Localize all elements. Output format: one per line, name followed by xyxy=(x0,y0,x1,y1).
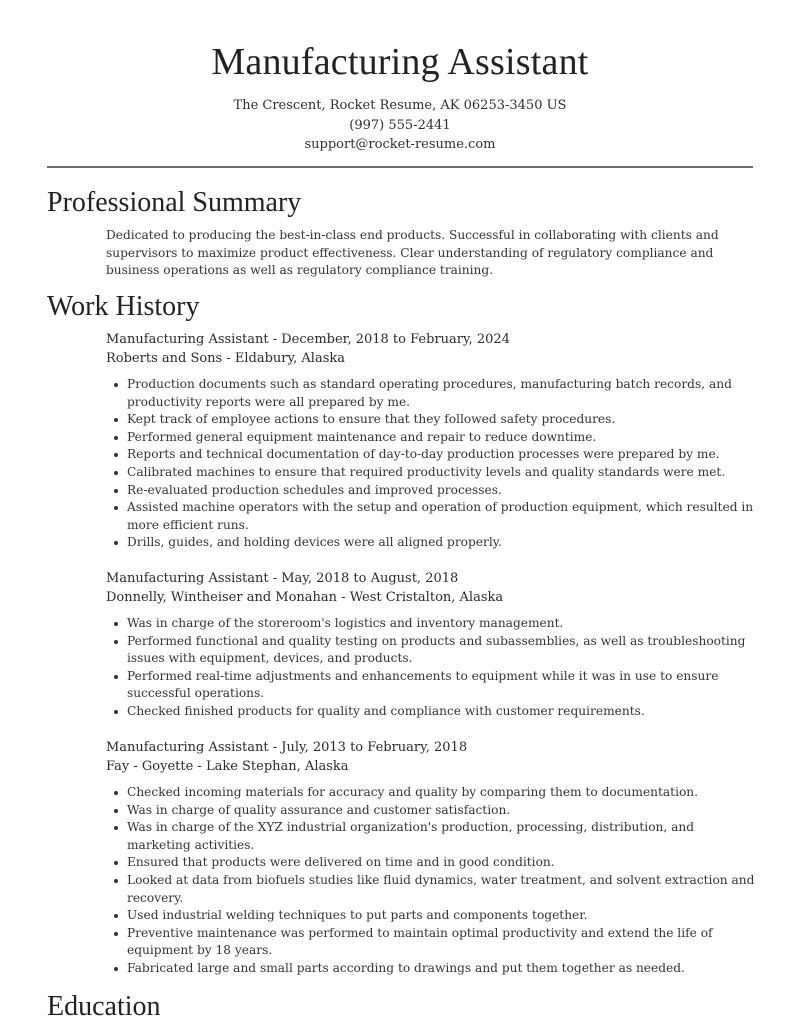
job-bullet: Was in charge of quality assurance and customer satisfaction. xyxy=(106,802,756,820)
job-company: Roberts and Sons - Eldabury, Alaska xyxy=(106,351,345,366)
job-bullets xyxy=(106,615,756,721)
job-bullet: Kept track of employee actions to ensure that they followed safety procedures. xyxy=(106,411,756,429)
job-title: Manufacturing Assistant - May, 2018 to August, 2018 xyxy=(106,571,459,586)
job-bullet: Performed functional and quality testing on products and subassemblies, as well as troubleshooting issues with equipment, devices, and products. xyxy=(106,633,756,668)
contact-phone: (997) 555-2441 xyxy=(349,117,451,133)
job-bullets xyxy=(106,376,756,552)
job-bullet: Re-evaluated production schedules and improved processes. xyxy=(106,482,756,500)
job-entry xyxy=(106,738,756,978)
job-bullet: Production documents such as standard operating procedures, manufacturing batch records, and productivity reports were all prepared by me. xyxy=(106,376,756,411)
job-bullet: Calibrated machines to ensure that required productivity levels and quality standards were met. xyxy=(106,464,756,482)
contact-address: The Crescent, Rocket Resume, AK 06253-3450 US xyxy=(233,98,567,113)
job-title: Manufacturing Assistant - December, 2018 to February, 2024 xyxy=(106,332,510,347)
job-bullet: Performed real-time adjustments and enhancements to equipment while it was in use to ensure successful operations. xyxy=(106,668,756,703)
job-bullet: Drills, guides, and holding devices were all aligned properly. xyxy=(106,534,756,552)
candidate-name: Manufacturing Assistant xyxy=(211,41,589,83)
job-bullet: Reports and technical documentation of day-to-day production processes were prepared by me. xyxy=(106,446,756,464)
job-bullet: Preventive maintenance was performed to maintain optimal productivity and extend the life of equipment by 18 years. xyxy=(106,925,756,960)
job-entry xyxy=(106,569,756,721)
job-entry xyxy=(106,330,756,552)
contact-email: support@rocket-resume.com xyxy=(304,137,496,152)
job-bullets xyxy=(106,784,756,978)
summary-text: Dedicated to producing the best-in-class end products. Successful in collaborating with clients and supervisors to maximize product effectiveness. Clear understanding of regulatory compliance and business operations as well as regulatory compliance training. xyxy=(106,228,719,278)
resume-header xyxy=(0,0,800,155)
section-title-summary: Professional Summary xyxy=(47,187,302,218)
job-bullet: Assisted machine operators with the setup and operation of production equipment, which resulted in more efficient runs. xyxy=(106,499,756,534)
job-bullet: Checked finished products for quality and compliance with customer requirements. xyxy=(106,703,756,721)
job-bullet: Ensured that products were delivered on time and in good condition. xyxy=(106,854,756,872)
job-company: Fay - Goyette - Lake Stephan, Alaska xyxy=(106,759,349,774)
job-title: Manufacturing Assistant - July, 2013 to February, 2018 xyxy=(106,740,468,755)
job-bullet: Performed general equipment maintenance and repair to reduce downtime. xyxy=(106,429,756,447)
job-bullet: Fabricated large and small parts according to drawings and put them together as needed. xyxy=(106,960,756,978)
job-bullet: Used industrial welding techniques to put parts and components together. xyxy=(106,907,756,925)
section-title-education: Education xyxy=(47,991,161,1022)
section-title-work-history: Work History xyxy=(47,291,200,322)
header-divider xyxy=(47,166,753,168)
job-bullet: Looked at data from biofuels studies like fluid dynamics, water treatment, and solvent extraction and recovery. xyxy=(106,872,756,907)
job-bullet: Checked incoming materials for accuracy and quality by comparing them to documentation. xyxy=(106,784,756,802)
job-bullet: Was in charge of the XYZ industrial organization's production, processing, distribution, and marketing activities. xyxy=(106,819,756,854)
job-bullet: Was in charge of the storeroom's logistics and inventory management. xyxy=(106,615,756,633)
job-company: Donnelly, Wintheiser and Monahan - West Cristalton, Alaska xyxy=(106,590,504,605)
contact-info xyxy=(0,96,800,155)
